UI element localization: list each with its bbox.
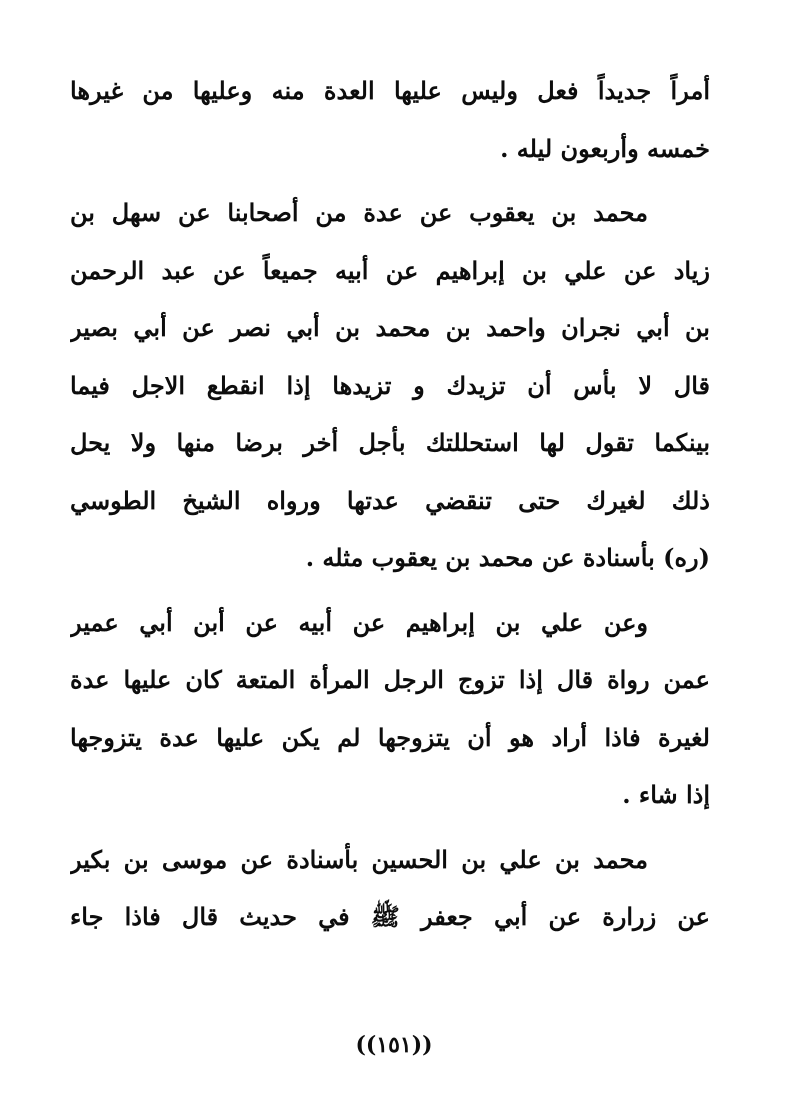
text-line-4: زياد عن علي بن إبراهيم عن أبيه جميعاً عن عبد الرحمن xyxy=(70,255,710,285)
text-line-10: وعن علي بن إبراهيم عن أبيه عن أبن أبي عمير xyxy=(70,607,648,637)
paragraph-gap xyxy=(70,587,710,594)
text-line-15: عن زرارة عن أبي جعفر ﷺ في حديث قال فاذا جاء xyxy=(70,902,710,931)
text-line-9: (ره) بأسنادة عن محمد بن يعقوب مثله . xyxy=(305,543,710,572)
body-text xyxy=(70,62,710,946)
text-line-3: محمد بن يعقوب عن عدة من أصحابنا عن سهل بن xyxy=(70,198,648,227)
paragraph-gap xyxy=(70,177,710,184)
text-line-1: أمراً جديداً فعل وليس عليها العدة منه وعليها من غيرها xyxy=(70,76,710,105)
text-line-12: لغيرة فاذا أراد هو أن يتزوجها لم يكن عليها عدة يتزوجها xyxy=(70,722,710,752)
page-number: ((١٥١)) xyxy=(355,1032,433,1058)
text-line-11: عمن رواة قال إذا تزوج الرجل المرأة المتعة كان عليها عدة xyxy=(70,665,710,694)
text-line-2: خمسه وأربعون ليله . xyxy=(500,133,710,163)
text-line-7: بينكما تقول لها استحللتك بأجل أخر برضا منها ولا يحل xyxy=(70,428,710,457)
text-line-5: بن أبي نجران واحمد بن محمد بن أبي نصر عن أبي بصير xyxy=(70,313,710,342)
text-line-8: ذلك لغيرك حتى تنقضي عدتها ورواه الشيخ الطوسي xyxy=(70,485,710,515)
text-line-14: محمد بن علي بن الحسين بأسنادة عن موسى بن بكير xyxy=(70,844,648,874)
text-line-6: قال لا بأس أن تزيدك و تزيدها إذا انقطع الاجل فيما xyxy=(70,370,710,400)
text-line-13: إذا شاء . xyxy=(622,780,710,809)
paragraph-gap xyxy=(70,824,710,831)
